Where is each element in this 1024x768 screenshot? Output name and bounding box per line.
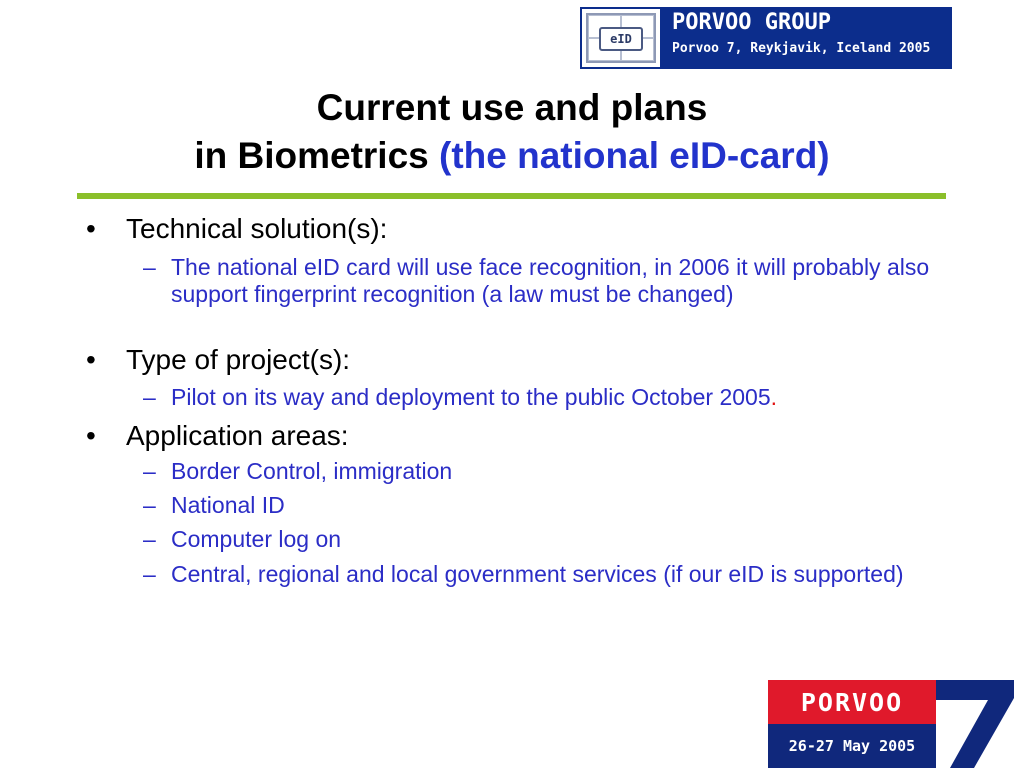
- bullet-icon: •: [86, 344, 96, 375]
- sub-bullet-text: National ID: [171, 492, 285, 518]
- title-line-2: in Biometrics: [194, 135, 429, 176]
- logo-text: [660, 7, 952, 69]
- sub-bullet-text-wrap: [171, 384, 941, 411]
- dash-icon: –: [143, 492, 156, 518]
- sub-bullet-text: Central, regional and local government services (if our eID is supported): [171, 561, 904, 587]
- porvoo-7-logo: [768, 680, 1014, 768]
- sub-bullet-text: The national eID card will use face recognition, in 2006 it will probably also support fingerprint recognition (a law must be changed): [171, 254, 930, 307]
- logo-dates: 26-27 May 2005: [768, 724, 936, 768]
- bullet-text: Technical solution(s):: [126, 213, 388, 244]
- title-line-1: Current use and plans: [316, 87, 708, 128]
- bullet-text: Application areas:: [126, 420, 349, 451]
- bullet-text: Type of project(s):: [126, 344, 351, 375]
- eid-emblem: [582, 9, 660, 67]
- eid-badge: eID: [599, 27, 643, 51]
- dash-icon: –: [143, 526, 156, 552]
- title-divider: [77, 193, 946, 199]
- porvoo-group-logo: [580, 7, 952, 69]
- logo-title: PORVOO GROUP: [672, 10, 831, 35]
- slide-title: [0, 84, 1024, 180]
- bullet-icon: •: [86, 420, 96, 451]
- dash-icon: –: [143, 458, 156, 484]
- trailing-mark: .: [770, 384, 778, 410]
- logo-name: PORVOO: [768, 680, 936, 724]
- dash-icon: –: [143, 384, 156, 410]
- sub-bullet-text: Computer log on: [171, 526, 342, 552]
- bullet-icon: •: [86, 213, 96, 244]
- title-accent: (the national eID-card): [439, 135, 830, 176]
- dash-icon: –: [143, 254, 156, 280]
- logo-subtitle: Porvoo 7, Reykjavik, Iceland 2005: [672, 41, 931, 56]
- sub-bullet-text: Border Control, immigration: [171, 458, 453, 484]
- dash-icon: –: [143, 561, 156, 587]
- number-seven-icon: [936, 680, 1014, 768]
- sub-bullet-text: Pilot on its way and deployment to the public October 2005: [171, 384, 771, 410]
